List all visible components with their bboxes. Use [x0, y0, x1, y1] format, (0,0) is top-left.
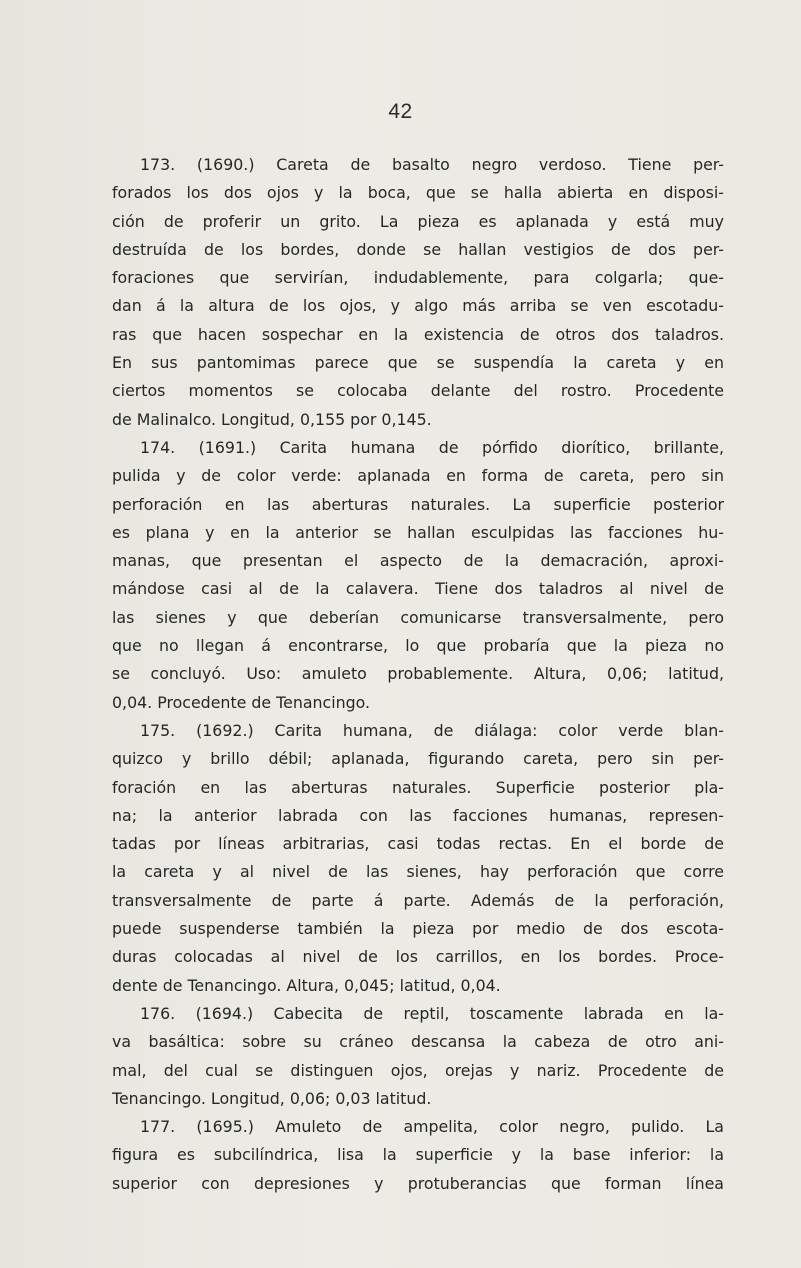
text-line: foraciones que servirían, indudablemente, para colgarla; que- — [112, 268, 724, 288]
text-line: figura es subcilíndrica, lisa la superficie y la base inferior: la — [112, 1145, 724, 1165]
text-line: es plana y en la anterior se hallan esculpidas las facciones hu- — [112, 522, 724, 542]
text-line: puede suspenderse también la pieza por medio de dos escota- — [112, 919, 724, 939]
text-line: mándose casi al de la calavera. Tiene dos taladros al nivel de — [112, 579, 724, 599]
text-line: pulida y de color verde: aplanada en forma de careta, pero sin — [112, 466, 724, 486]
text-line: forados los dos ojos y la boca, que se halla abierta en disposi- — [112, 183, 724, 203]
text-line: dan á la altura de los ojos, y algo más arriba se ven escotadu- — [112, 296, 724, 316]
text-line: transversalmente de parte á parte. Además de la perforación, — [112, 890, 724, 910]
text-line: 0,04. Procedente de Tenancingo. — [112, 692, 371, 712]
text-line: la careta y al nivel de las sienes, hay perforación que corre — [112, 862, 724, 882]
text-line: 176. (1694.) Cabecita de reptil, toscamente labrada en la- — [140, 1003, 724, 1023]
text-line: las sienes y que deberían comunicarse transversalmente, pero — [112, 607, 724, 627]
text-line: En sus pantomimas parece que se suspendía la careta y en — [112, 353, 724, 373]
text-line: na; la anterior labrada con las facciones humanas, represen- — [112, 805, 724, 825]
text-line: superior con depresiones y protuberancias que forman línea — [112, 1173, 724, 1193]
text-line: destruída de los bordes, donde se hallan vestigios de dos per- — [112, 239, 724, 259]
text-line: ciertos momentos se colocaba delante del rostro. Procedente — [112, 381, 724, 401]
text-line: se concluyó. Uso: amuleto probablemente. Altura, 0,06; latitud, — [112, 664, 724, 684]
text-line: manas, que presentan el aspecto de la demacración, aproxi- — [112, 551, 724, 571]
text-line: quizco y brillo débil; aplanada, figurando careta, pero sin per- — [112, 749, 724, 769]
body-text — [112, 151, 724, 1198]
text-line: que no llegan á encontrarse, lo que probaría que la pieza no — [112, 636, 724, 656]
text-line: mal, del cual se distinguen ojos, orejas y nariz. Procedente de — [112, 1060, 724, 1080]
text-line: va basáltica: sobre su cráneo descansa la cabeza de otro ani- — [112, 1032, 724, 1052]
text-line: duras colocadas al nivel de los carrillos, en los bordes. Proce- — [112, 947, 724, 967]
text-line: 174. (1691.) Carita humana de pórfido diorítico, brillante, — [140, 437, 724, 457]
text-line: perforación en las aberturas naturales. La superficie posterior — [112, 494, 724, 514]
text-line: 175. (1692.) Carita humana, de diálaga: color verde blan- — [140, 720, 724, 740]
text-line: dente de Tenancingo. Altura, 0,045; latitud, 0,04. — [112, 975, 501, 995]
text-line: foración en las aberturas naturales. Superficie posterior pla- — [112, 777, 724, 797]
text-line: ras que hacen sospechar en la existencia de otros dos taladros. — [112, 324, 724, 344]
text-line: ción de proferir un grito. La pieza es aplanada y está muy — [112, 211, 724, 231]
text-line: de Malinalco. Longitud, 0,155 por 0,145. — [112, 409, 432, 429]
text-line: tadas por líneas arbitrarias, casi todas rectas. En el borde de — [112, 834, 724, 854]
page-number: 42 — [388, 100, 413, 123]
text-line: 177. (1695.) Amuleto de ampelita, color negro, pulido. La — [140, 1117, 724, 1137]
text-line: Tenancingo. Longitud, 0,06; 0,03 latitud. — [112, 1088, 432, 1108]
text-line: 173. (1690.) Careta de basalto negro verdoso. Tiene per- — [140, 155, 724, 174]
